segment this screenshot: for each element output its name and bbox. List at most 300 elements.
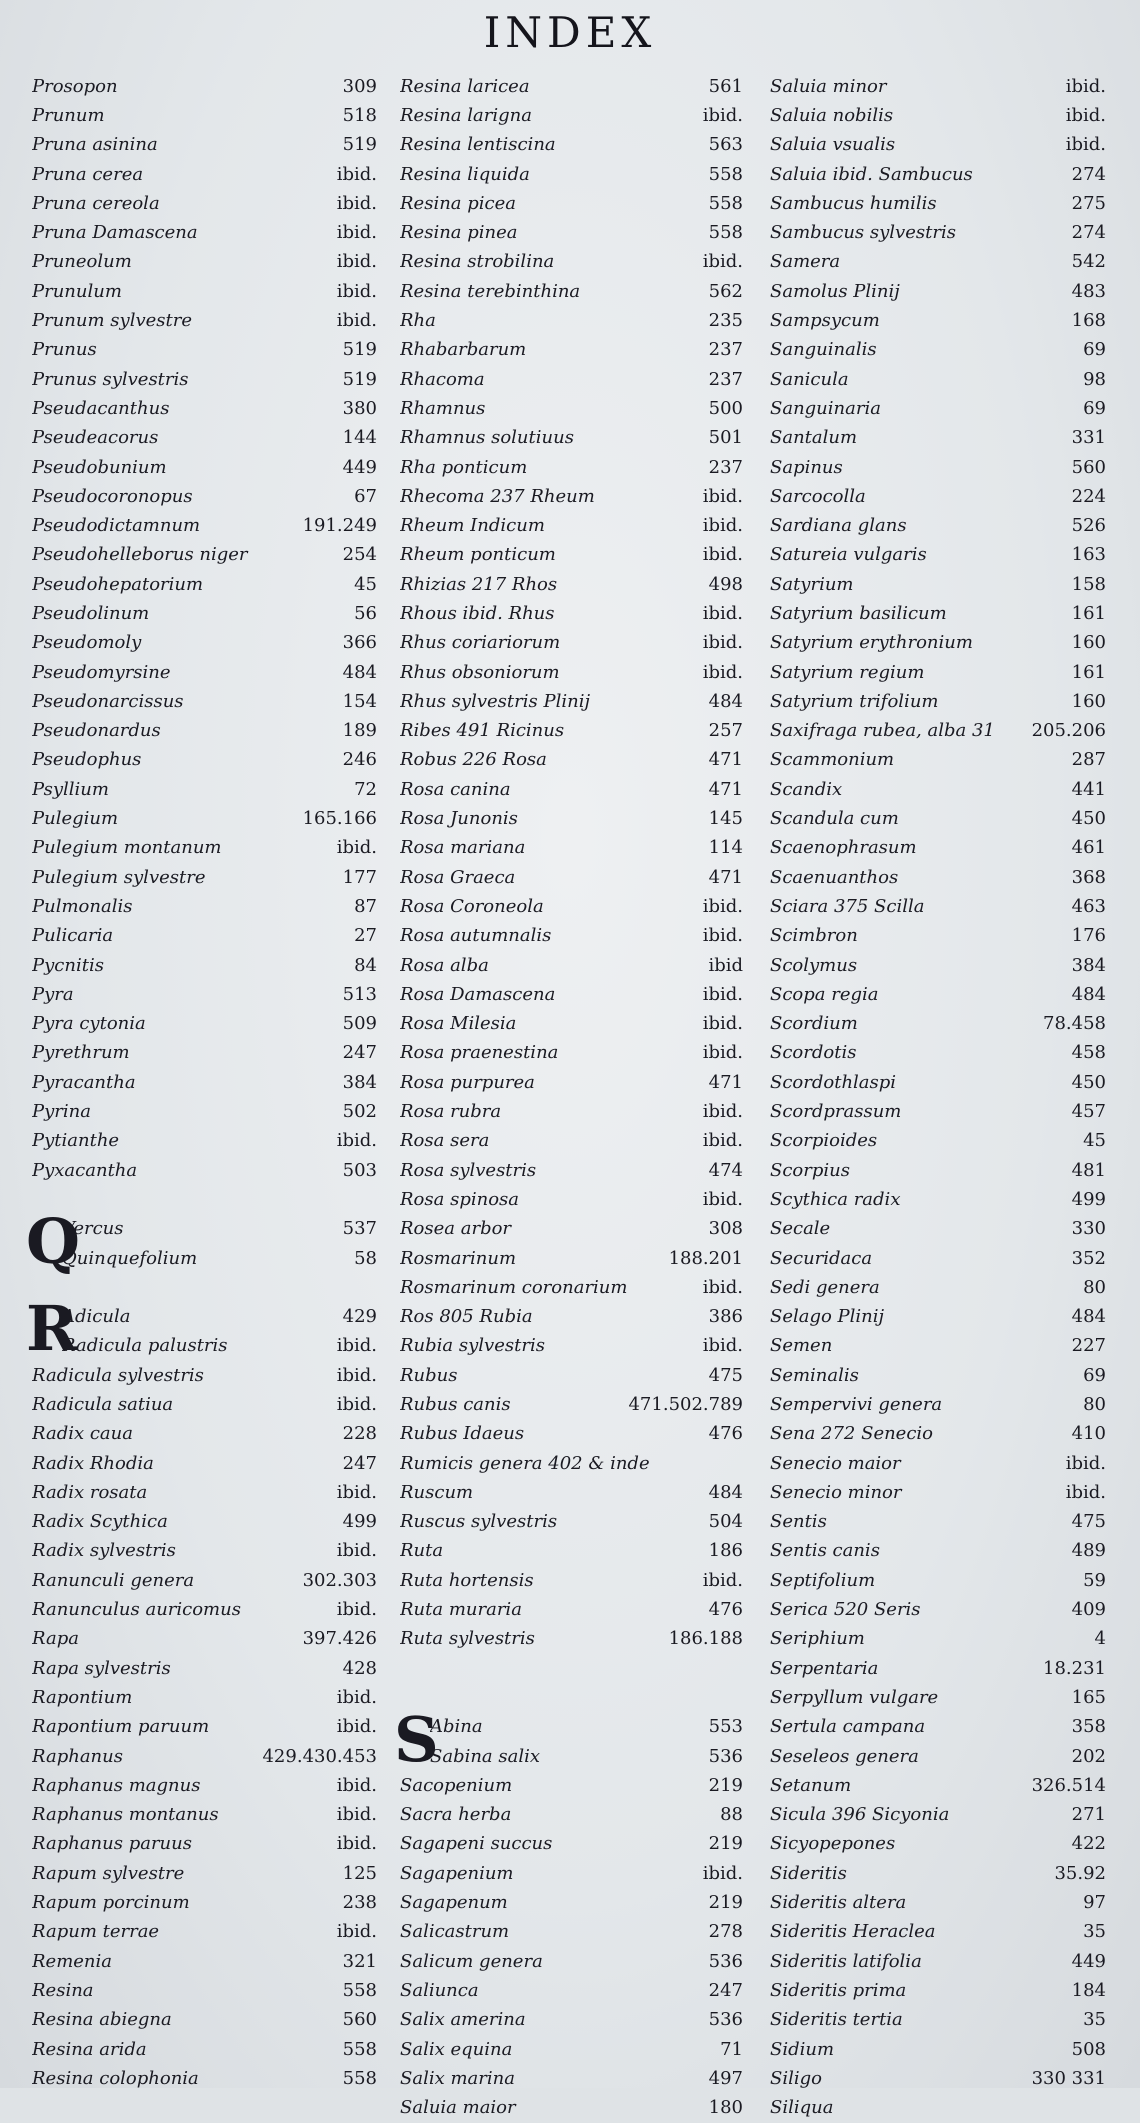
section-r	[26, 1292, 377, 2093]
entry-page: 458	[1071, 1042, 1106, 1064]
index-entry	[400, 1888, 743, 1917]
entry-page: ibid.	[702, 602, 743, 624]
index-entry	[770, 1742, 1106, 1771]
index-entry	[770, 1127, 1106, 1156]
entry-term: Secale	[770, 1220, 831, 1239]
entry-term: Ros 805 Rubia	[400, 1308, 533, 1327]
entry-page: ibid.	[336, 1540, 377, 1562]
entry-term: Raphanus	[32, 1747, 123, 1766]
entry-page: ibid.	[1065, 104, 1106, 126]
entry-term: Rumicis genera 402 & inde	[400, 1454, 650, 1473]
index-entry	[32, 2006, 377, 2035]
index-entry	[770, 1918, 1106, 1947]
entry-page: 227	[1071, 1335, 1106, 1357]
index-entry	[32, 1244, 377, 1273]
entry-term: Pruna asinina	[32, 136, 158, 155]
entry-page: 474	[708, 1159, 743, 1181]
entry-term: Quinquefolium	[62, 1249, 198, 1268]
entry-page: 397.426	[302, 1628, 377, 1650]
index-entry	[32, 160, 377, 189]
entry-page: 502	[342, 1101, 377, 1123]
entry-term: Pyra	[32, 985, 74, 1004]
entry-term: Sanguinaria	[770, 399, 881, 418]
entry-term: Rosa mariana	[400, 839, 526, 858]
entry-term: Pseudocoronopus	[32, 487, 193, 506]
index-entry	[400, 1449, 743, 1478]
index-entry	[32, 892, 377, 921]
entry-term: Rosa sera	[400, 1132, 490, 1151]
index-entry	[32, 717, 377, 746]
index-entry	[770, 131, 1106, 160]
index-entry	[32, 1683, 377, 1712]
index-entry	[400, 336, 743, 365]
entry-term: Sampsycum	[770, 312, 880, 331]
entry-term: Saluia maior	[400, 2099, 516, 2118]
index-entry	[32, 1888, 377, 1917]
index-entry	[32, 1713, 377, 1742]
entry-page: 69	[1083, 339, 1106, 361]
entry-page: ibid.	[336, 837, 377, 859]
entry-term: Rosa alba	[400, 956, 489, 975]
index-entry	[770, 2064, 1106, 2093]
entry-page: 309	[342, 75, 377, 97]
index-entry	[400, 775, 743, 804]
index-entry	[770, 1595, 1106, 1624]
entry-term: Ruta	[400, 1542, 444, 1561]
entry-page: 18.231	[1043, 1657, 1106, 1679]
entry-page: 526	[1071, 515, 1106, 537]
entry-page: ibid.	[336, 251, 377, 273]
entry-page: 471	[708, 1071, 743, 1093]
entry-page: 471	[708, 749, 743, 771]
entry-page: 247	[708, 1979, 743, 2001]
entry-page: 275	[1071, 192, 1106, 214]
entry-term: Rosa canina	[400, 780, 511, 799]
entry-term: Prunum	[32, 106, 105, 125]
entry-page: 247	[342, 1042, 377, 1064]
entry-page: 358	[1071, 1716, 1106, 1738]
entry-term: Rosa rubra	[400, 1103, 502, 1122]
entry-page: 163	[1071, 544, 1106, 566]
entry-page: 463	[1071, 895, 1106, 917]
index-entry	[770, 570, 1106, 599]
entry-page: ibid.	[702, 1042, 743, 1064]
page-title: INDEX	[483, 8, 657, 57]
index-entry	[32, 1625, 377, 1654]
entry-term: Resina terebinthina	[400, 282, 581, 301]
index-entry	[770, 746, 1106, 775]
index-entry	[32, 1156, 377, 1185]
entry-term: Pseudacanthus	[32, 399, 170, 418]
entry-page: ibid.	[1065, 1481, 1106, 1503]
entry-term: Seseleos genera	[770, 1747, 919, 1766]
index-column-2	[394, 72, 743, 2123]
entry-page: 254	[342, 544, 377, 566]
entry-term: Satyrium regium	[770, 663, 925, 682]
index-entry	[770, 892, 1106, 921]
index-entry	[32, 922, 377, 951]
entry-term: Senecio maior	[770, 1454, 901, 1473]
entry-page: 497	[708, 2067, 743, 2089]
index-entry	[32, 1595, 377, 1624]
entry-page: 558	[708, 192, 743, 214]
index-entry	[32, 336, 377, 365]
entry-page: ibid.	[702, 1276, 743, 1298]
entry-page: ibid.	[702, 1862, 743, 1884]
entry-page: 35	[1083, 2009, 1106, 2031]
entry-page: ibid.	[702, 1569, 743, 1591]
entry-page: 191.249	[302, 515, 377, 537]
index-entry	[770, 804, 1106, 833]
index-entry	[770, 1332, 1106, 1361]
entry-page: 560	[1071, 456, 1106, 478]
entry-page: 160	[1071, 690, 1106, 712]
entry-term: Scordothlaspi	[770, 1073, 897, 1092]
entry-page: 98	[1083, 368, 1106, 390]
entry-page: 35.92	[1054, 1862, 1106, 1884]
entry-page: 429	[342, 1306, 377, 1328]
entry-term: Selago Plinij	[770, 1308, 885, 1327]
entry-term: Scordotis	[770, 1044, 857, 1063]
entry-page: ibid.	[336, 280, 377, 302]
entry-page: 160	[1071, 632, 1106, 654]
entry-term: Rapontium paruum	[32, 1718, 210, 1737]
entry-page: 176	[1071, 925, 1106, 947]
index-entry	[770, 1625, 1106, 1654]
index-entry	[400, 2064, 743, 2093]
entry-term: Sideritis latifolia	[770, 1952, 922, 1971]
entry-page: 45	[1083, 1130, 1106, 1152]
index-entry	[400, 1185, 743, 1214]
entry-page: 489	[1071, 1540, 1106, 1562]
entry-term: Pseudobunium	[32, 458, 167, 477]
index-entry	[770, 306, 1106, 335]
entry-term: Satyrium basilicum	[770, 604, 947, 623]
entry-page: 368	[1071, 866, 1106, 888]
entry-term: Sideritis	[770, 1864, 847, 1883]
entry-term: Resina lentiscina	[400, 136, 556, 155]
entry-term: Pruneolum	[32, 253, 132, 272]
index-entry	[770, 1215, 1106, 1244]
entry-term: Pruna cereola	[32, 194, 160, 213]
entry-page: 500	[708, 397, 743, 419]
entry-term: Scythica radix	[770, 1190, 901, 1209]
index-entry	[770, 1801, 1106, 1830]
section-gap	[32, 1185, 377, 1214]
entry-page: ibid.	[702, 1130, 743, 1152]
entry-page: 475	[708, 1364, 743, 1386]
entry-page: 58	[354, 1247, 377, 1269]
index-entry	[400, 1478, 743, 1507]
entry-term: Rosa Junonis	[400, 810, 518, 829]
index-entry	[400, 1332, 743, 1361]
entry-page: 484	[1071, 1306, 1106, 1328]
entry-term: Resina pinea	[400, 224, 518, 243]
entry-term: Pyrina	[32, 1103, 91, 1122]
entry-page: ibid.	[702, 485, 743, 507]
entry-term: Ruta hortensis	[400, 1571, 534, 1590]
entry-page: ibid.	[336, 1804, 377, 1826]
entry-page: 560	[342, 2009, 377, 2031]
entry-page: 410	[1071, 1423, 1106, 1445]
entry-term: Rosa purpurea	[400, 1073, 535, 1092]
index-entry	[770, 189, 1106, 218]
entry-page: 537	[342, 1218, 377, 1240]
entry-page: 366	[342, 632, 377, 654]
index-entry	[32, 1508, 377, 1537]
entry-page: ibid.	[1065, 1452, 1106, 1474]
entry-page: 501	[708, 427, 743, 449]
entry-term: Samolus Plinij	[770, 282, 900, 301]
index-entry	[770, 834, 1106, 863]
index-entry	[400, 1127, 743, 1156]
section-gap	[32, 1273, 377, 1302]
entry-term: Salix amerina	[400, 2011, 526, 2030]
entry-page: 224	[1071, 485, 1106, 507]
index-entry	[770, 511, 1106, 540]
index-entry	[400, 2035, 743, 2064]
entry-term: Radix sylvestris	[32, 1542, 176, 1561]
index-entry	[400, 629, 743, 658]
entry-term: Rosea arbor	[400, 1220, 512, 1239]
entry-term: Rhecoma 237 Rheum	[400, 487, 595, 506]
index-entry	[32, 775, 377, 804]
index-entry	[400, 1742, 743, 1771]
index-entry	[400, 1010, 743, 1039]
index-entry	[32, 1390, 377, 1419]
index-entry	[400, 482, 743, 511]
index-entry	[770, 482, 1106, 511]
index-entry	[32, 482, 377, 511]
entry-page: ibid.	[336, 1921, 377, 1943]
entry-page: 484	[1071, 983, 1106, 1005]
entry-page: 186.188	[668, 1628, 743, 1650]
section-initial-letter: S	[394, 1702, 439, 1776]
entry-term: Sambucus humilis	[770, 194, 937, 213]
index-entry	[32, 570, 377, 599]
entry-term: Satyrium trifolium	[770, 692, 939, 711]
entry-page: 80	[1083, 1276, 1106, 1298]
index-entry	[770, 1713, 1106, 1742]
index-entry	[32, 1566, 377, 1595]
entry-page: 508	[1071, 2038, 1106, 2060]
entry-term: Rhizias 217 Rhos	[400, 575, 558, 594]
entry-term: Saliunca	[400, 1981, 479, 2000]
entry-page: 471	[708, 866, 743, 888]
entry-page: 219	[708, 1892, 743, 1914]
index-entry	[400, 218, 743, 247]
index-entry	[400, 658, 743, 687]
entry-page: 69	[1083, 1364, 1106, 1386]
entry-page: ibid.	[702, 895, 743, 917]
entry-page: ibid	[708, 954, 743, 976]
entry-page: ibid.	[702, 925, 743, 947]
entry-term: Vercus	[62, 1220, 124, 1239]
entry-page: 457	[1071, 1101, 1106, 1123]
section-initial-letter: R	[26, 1292, 78, 1366]
index-entry	[400, 394, 743, 423]
entry-page: 271	[1071, 1804, 1106, 1826]
index-entry	[32, 1537, 377, 1566]
index-entry	[400, 1830, 743, 1859]
entry-term: Setanum	[770, 1776, 852, 1795]
index-entry	[400, 1361, 743, 1390]
index-column-3	[770, 72, 1106, 2123]
index-entry	[770, 1771, 1106, 1800]
entry-term: Rapontium	[32, 1688, 133, 1707]
entry-page: 553	[708, 1716, 743, 1738]
index-entry	[770, 248, 1106, 277]
entry-page: ibid.	[1065, 134, 1106, 156]
entry-page: ibid.	[1065, 75, 1106, 97]
index-entry	[32, 1449, 377, 1478]
entry-page: 165.166	[302, 808, 377, 830]
entry-term: Pruna Damascena	[32, 224, 198, 243]
entry-term: Rapum porcinum	[32, 1894, 190, 1913]
entry-page: 542	[1071, 251, 1106, 273]
entry-term: Pseudonarcissus	[32, 692, 184, 711]
index-entry	[770, 1654, 1106, 1683]
entry-page: 161	[1071, 661, 1106, 683]
entry-term: Pseudomyrsine	[32, 663, 171, 682]
entry-term: Ruta sylvestris	[400, 1630, 535, 1649]
index-entry	[770, 2006, 1106, 2035]
index-entry	[32, 1859, 377, 1888]
entry-page: 71	[720, 2038, 743, 2060]
entry-term: Adicula	[62, 1308, 131, 1327]
entry-term: Sciara 375 Scilla	[770, 897, 925, 916]
index-entry	[400, 1508, 743, 1537]
entry-page: 168	[1071, 310, 1106, 332]
index-entry	[400, 1976, 743, 2005]
index-entry	[32, 687, 377, 716]
entry-term: Pulegium sylvestre	[32, 868, 206, 887]
entry-page: 558	[342, 1979, 377, 2001]
section-s	[394, 1702, 743, 2123]
index-entry	[32, 1478, 377, 1507]
index-entry	[400, 1390, 743, 1419]
entry-term: Prunum sylvestre	[32, 312, 192, 331]
entry-term: Remenia	[32, 1952, 113, 1971]
index-entry	[770, 2035, 1106, 2064]
entry-page: ibid.	[336, 222, 377, 244]
entry-page: 180	[708, 2097, 743, 2119]
entry-page: 499	[342, 1511, 377, 1533]
index-entry	[770, 1537, 1106, 1566]
entry-term: Securidaca	[770, 1249, 873, 1268]
index-entry	[400, 570, 743, 599]
entry-page: 27	[354, 925, 377, 947]
entry-term: Sacopenium	[400, 1776, 513, 1795]
entry-term: Rhus coriariorum	[400, 634, 561, 653]
entry-page: ibid.	[702, 661, 743, 683]
entry-term: Sempervivi genera	[770, 1396, 943, 1414]
entry-page: 536	[708, 2009, 743, 2031]
entry-page: 158	[1071, 573, 1106, 595]
entry-page: 441	[1071, 778, 1106, 800]
entry-page: 471	[708, 778, 743, 800]
entry-page: 205.206	[1031, 720, 1106, 742]
entry-page: 97	[1083, 1892, 1106, 1914]
entry-page: 80	[1083, 1394, 1106, 1415]
entry-page: 237	[708, 339, 743, 361]
index-entry	[770, 1039, 1106, 1068]
entry-page: 450	[1071, 808, 1106, 830]
entry-page: 237	[708, 368, 743, 390]
entry-term: Sagapenium	[400, 1864, 514, 1883]
entry-term: Pyxacantha	[32, 1161, 138, 1180]
index-entry	[32, 2035, 377, 2064]
entry-page: 186	[708, 1540, 743, 1562]
index-entry	[400, 1595, 743, 1624]
index-entry	[32, 1771, 377, 1800]
index-entry	[770, 72, 1106, 101]
entry-term: Ruta muraria	[400, 1601, 522, 1620]
entry-term: Rosmarinum	[400, 1249, 517, 1268]
entry-term: Radicula satiua	[32, 1396, 174, 1414]
entry-page: 558	[708, 222, 743, 244]
entry-term: Sideritis tertia	[770, 2011, 903, 2030]
index-entry	[400, 1039, 743, 1068]
entry-page: 302.303	[302, 1569, 377, 1591]
index-entry	[770, 218, 1106, 247]
section-initial-letter: Q	[26, 1204, 81, 1278]
entry-page: 331	[1071, 427, 1106, 449]
entry-page: 449	[1071, 1950, 1106, 1972]
index-entry	[770, 277, 1106, 306]
entry-term: Pulmonalis	[32, 897, 133, 916]
entry-page: 513	[342, 983, 377, 1005]
entry-term: Rapum terrae	[32, 1923, 160, 1942]
index-entry	[32, 453, 377, 482]
entry-page: 189	[342, 720, 377, 742]
entry-term: Scordprassum	[770, 1103, 902, 1122]
index-entry	[400, 131, 743, 160]
index-entry	[770, 1244, 1106, 1273]
index-entry	[32, 1830, 377, 1859]
entry-term: Robus 226 Rosa	[400, 751, 547, 770]
entry-term: Rubus	[400, 1366, 458, 1385]
index-entry	[400, 189, 743, 218]
index-entry	[32, 394, 377, 423]
index-entry	[770, 1830, 1106, 1859]
entry-page: ibid.	[336, 1394, 377, 1415]
index-entry	[32, 101, 377, 130]
entry-page: 519	[342, 368, 377, 390]
entry-term: Rubia sylvestris	[400, 1337, 545, 1356]
entry-page: 461	[1071, 837, 1106, 859]
entry-term: Rhamnus	[400, 399, 486, 418]
index-entry	[770, 1097, 1106, 1126]
entry-term: Pseudeacorus	[32, 429, 159, 448]
index-entry	[400, 599, 743, 628]
entry-term: Radicula sylvestris	[32, 1366, 204, 1385]
index-entry	[400, 2093, 743, 2122]
entry-term: Sagapenum	[400, 1894, 508, 1913]
index-entry	[770, 1508, 1106, 1537]
entry-term: Sedi genera	[770, 1278, 880, 1297]
index-entry	[770, 453, 1106, 482]
index-entry	[32, 746, 377, 775]
entry-term: Scaenophrasum	[770, 839, 917, 858]
entry-term: Ranunculi genera	[32, 1571, 195, 1590]
entry-page: ibid.	[702, 104, 743, 126]
entry-page: 274	[1071, 163, 1106, 185]
entry-term: Sagapeni succus	[400, 1835, 553, 1854]
index-entry	[770, 2093, 1106, 2122]
index-entry	[770, 394, 1106, 423]
index-entry	[770, 980, 1106, 1009]
